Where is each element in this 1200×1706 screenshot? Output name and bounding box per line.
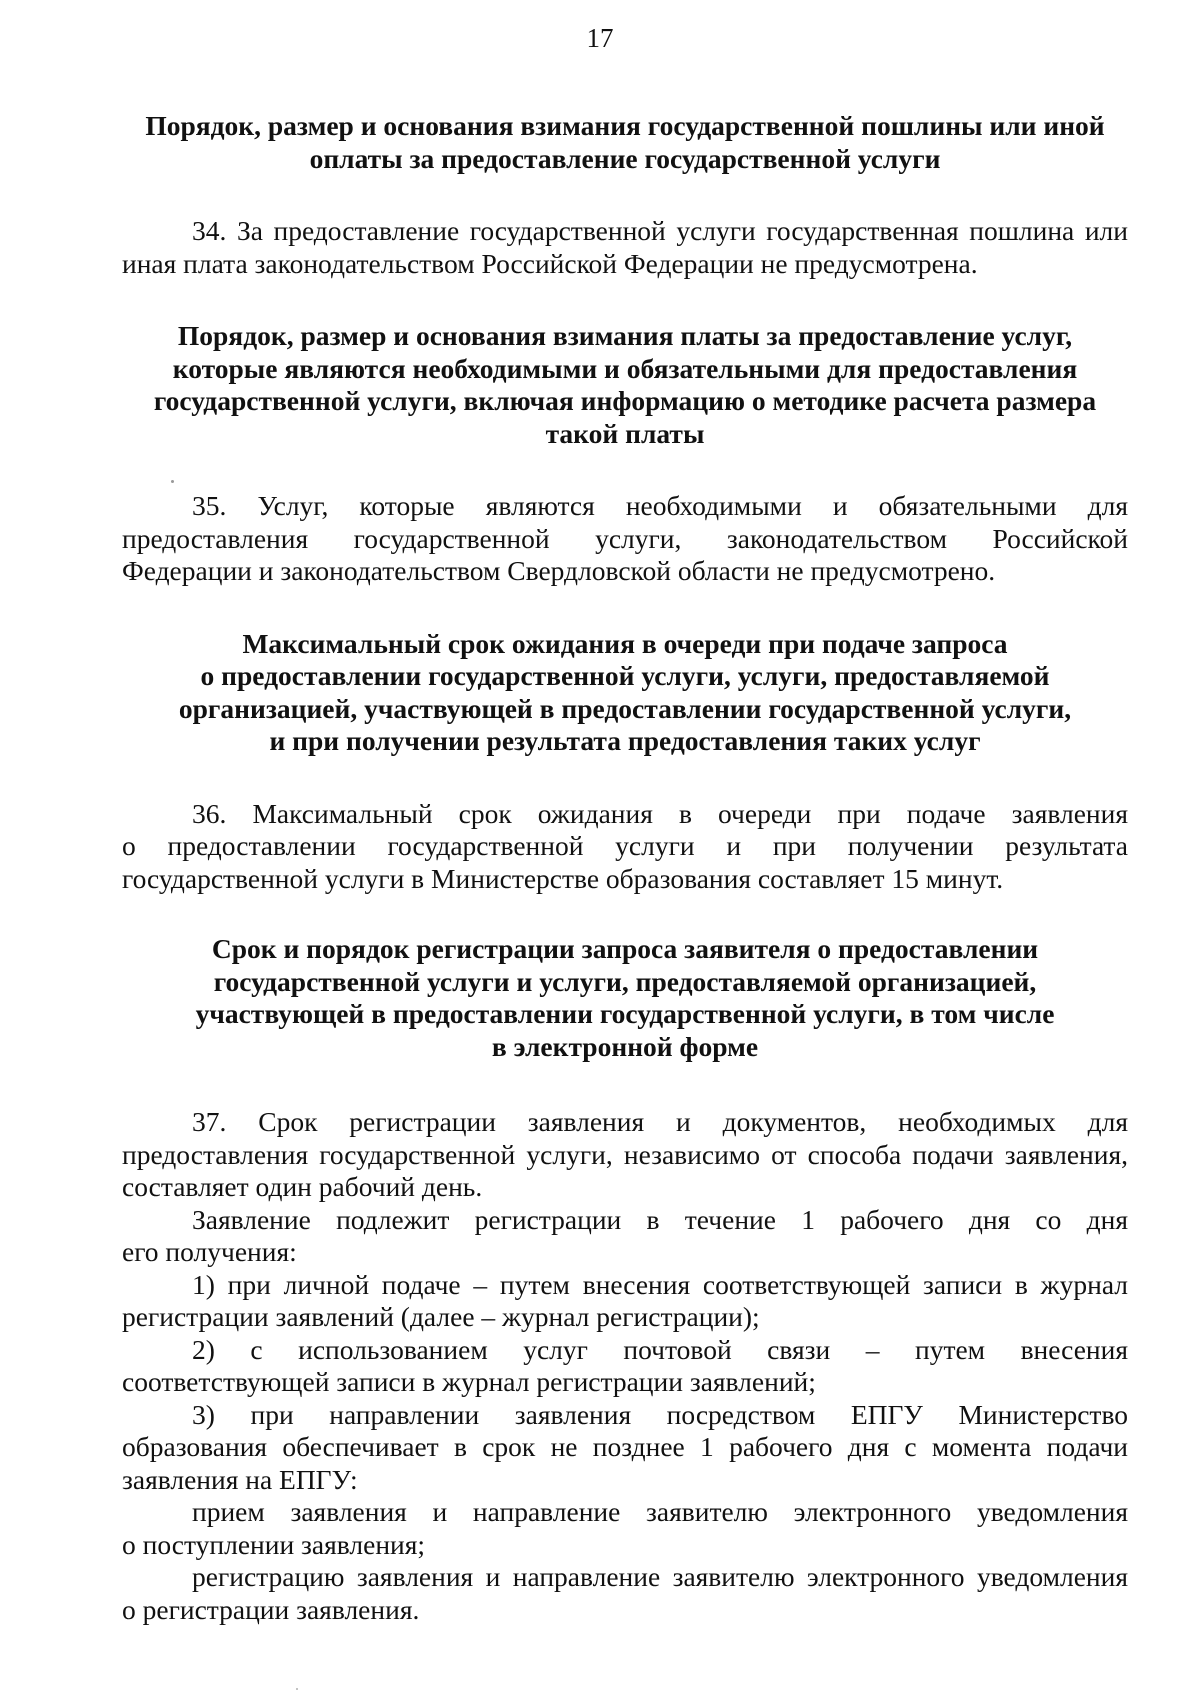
paragraph-line: о предоставлении государственной услуги и при получении результата	[122, 830, 1128, 861]
section-heading-required-services	[122, 320, 1128, 450]
paragraph-line: иная плата законодательством Российской Федерации не предусмотрена.	[122, 247, 978, 279]
page-number: 17	[586, 23, 614, 53]
section-heading-queue-time	[122, 628, 1128, 758]
heading-line: в электронной форме	[491, 1030, 759, 1062]
heading-line: государственной услуги и услуги, предоставляемой организацией,	[213, 965, 1037, 997]
heading-line: такой платы	[545, 417, 705, 449]
paragraph-line: 37. Срок регистрации заявления и документов, необходимых для	[192, 1106, 1128, 1137]
heading-line: Порядок, размер и основания взимания платы за предоставление услуг,	[177, 320, 1073, 351]
heading-line: и при получении результата предоставления таких услуг	[269, 725, 981, 756]
heading-line: Порядок, размер и основания взимания государственной пошлины или иной	[145, 110, 1105, 141]
section-heading-fee	[122, 110, 1128, 175]
paragraph-line: о поступлении заявления;	[122, 1528, 426, 1560]
paragraph-line: 34. За предоставление государственной услуги государственная пошлина или	[192, 215, 1128, 246]
heading-line: участвующей в предоставлении государственной услуги, в том числе	[195, 998, 1055, 1029]
paragraph-line: Федерации и законодательством Свердловской области не предусмотрено.	[122, 555, 996, 586]
paragraph-line: составляет один рабочий день.	[122, 1171, 483, 1202]
paragraph-36	[122, 798, 1128, 896]
paragraph-35	[122, 490, 1128, 588]
paragraph-line: его получения:	[122, 1236, 297, 1267]
heading-line: о предоставлении государственной услуги, услуги, предоставляемой	[200, 660, 1050, 691]
paragraph-line: о регистрации заявления.	[122, 1593, 420, 1625]
list-item-line: 3) при направлении заявления посредством ЕПГУ Министерство	[192, 1398, 1128, 1430]
scan-speck	[171, 480, 174, 483]
paragraph-line: Заявление подлежит регистрации в течение 1 рабочего дня со дня	[192, 1203, 1128, 1235]
paragraph-line: предоставления государственной услуги, законодательством Российской	[122, 522, 1128, 554]
paragraph-line: прием заявления и направление заявителю электронного уведомления	[192, 1496, 1128, 1527]
list-item-line: образования обеспечивает в срок не позднее 1 рабочего дня с момента подачи	[122, 1431, 1128, 1462]
paragraph-line: предоставления государственной услуги, независимо от способа подачи заявления,	[122, 1138, 1128, 1170]
paragraph-line: 36. Максимальный срок ожидания в очереди при подаче заявления	[192, 797, 1128, 829]
heading-line: организацией, участвующей в предоставлении государственной услуги,	[178, 692, 1072, 724]
list-item-line: заявления на ЕПГУ:	[122, 1463, 358, 1495]
paragraph-line: 35. Услуг, которые являются необходимыми и обязательными для	[192, 490, 1128, 521]
list-item-line: соответствующей записи в журнал регистрации заявлений;	[122, 1366, 816, 1397]
list-item-line: регистрации заявлений (далее – журнал регистрации);	[122, 1301, 760, 1332]
heading-line: которые являются необходимыми и обязательными для предоставления	[172, 352, 1078, 384]
paragraph-line: государственной услуги в Министерстве образования составляет 15 минут.	[122, 862, 1004, 894]
heading-line: Максимальный срок ожидания в очереди при подаче запроса	[242, 627, 1008, 659]
paragraph-line: регистрацию заявления и направление заявителю электронного уведомления	[192, 1561, 1128, 1592]
heading-line: оплаты за предоставление государственной услуги	[309, 142, 941, 174]
paragraph-37	[122, 1106, 1128, 1626]
heading-line: государственной услуги, включая информацию о методике расчета размера	[153, 385, 1097, 416]
document-body	[122, 110, 1128, 1626]
section-heading-registration	[122, 933, 1128, 1063]
heading-line: Срок и порядок регистрации запроса заявителя о предоставлении	[211, 933, 1039, 964]
list-item-line: 2) с использованием услуг почтовой связи – путем внесения	[192, 1333, 1128, 1365]
list-item-line: 1) при личной подаче – путем внесения соответствующей записи в журнал	[192, 1268, 1128, 1300]
scan-speck	[296, 1688, 298, 1690]
paragraph-34	[122, 215, 1128, 280]
